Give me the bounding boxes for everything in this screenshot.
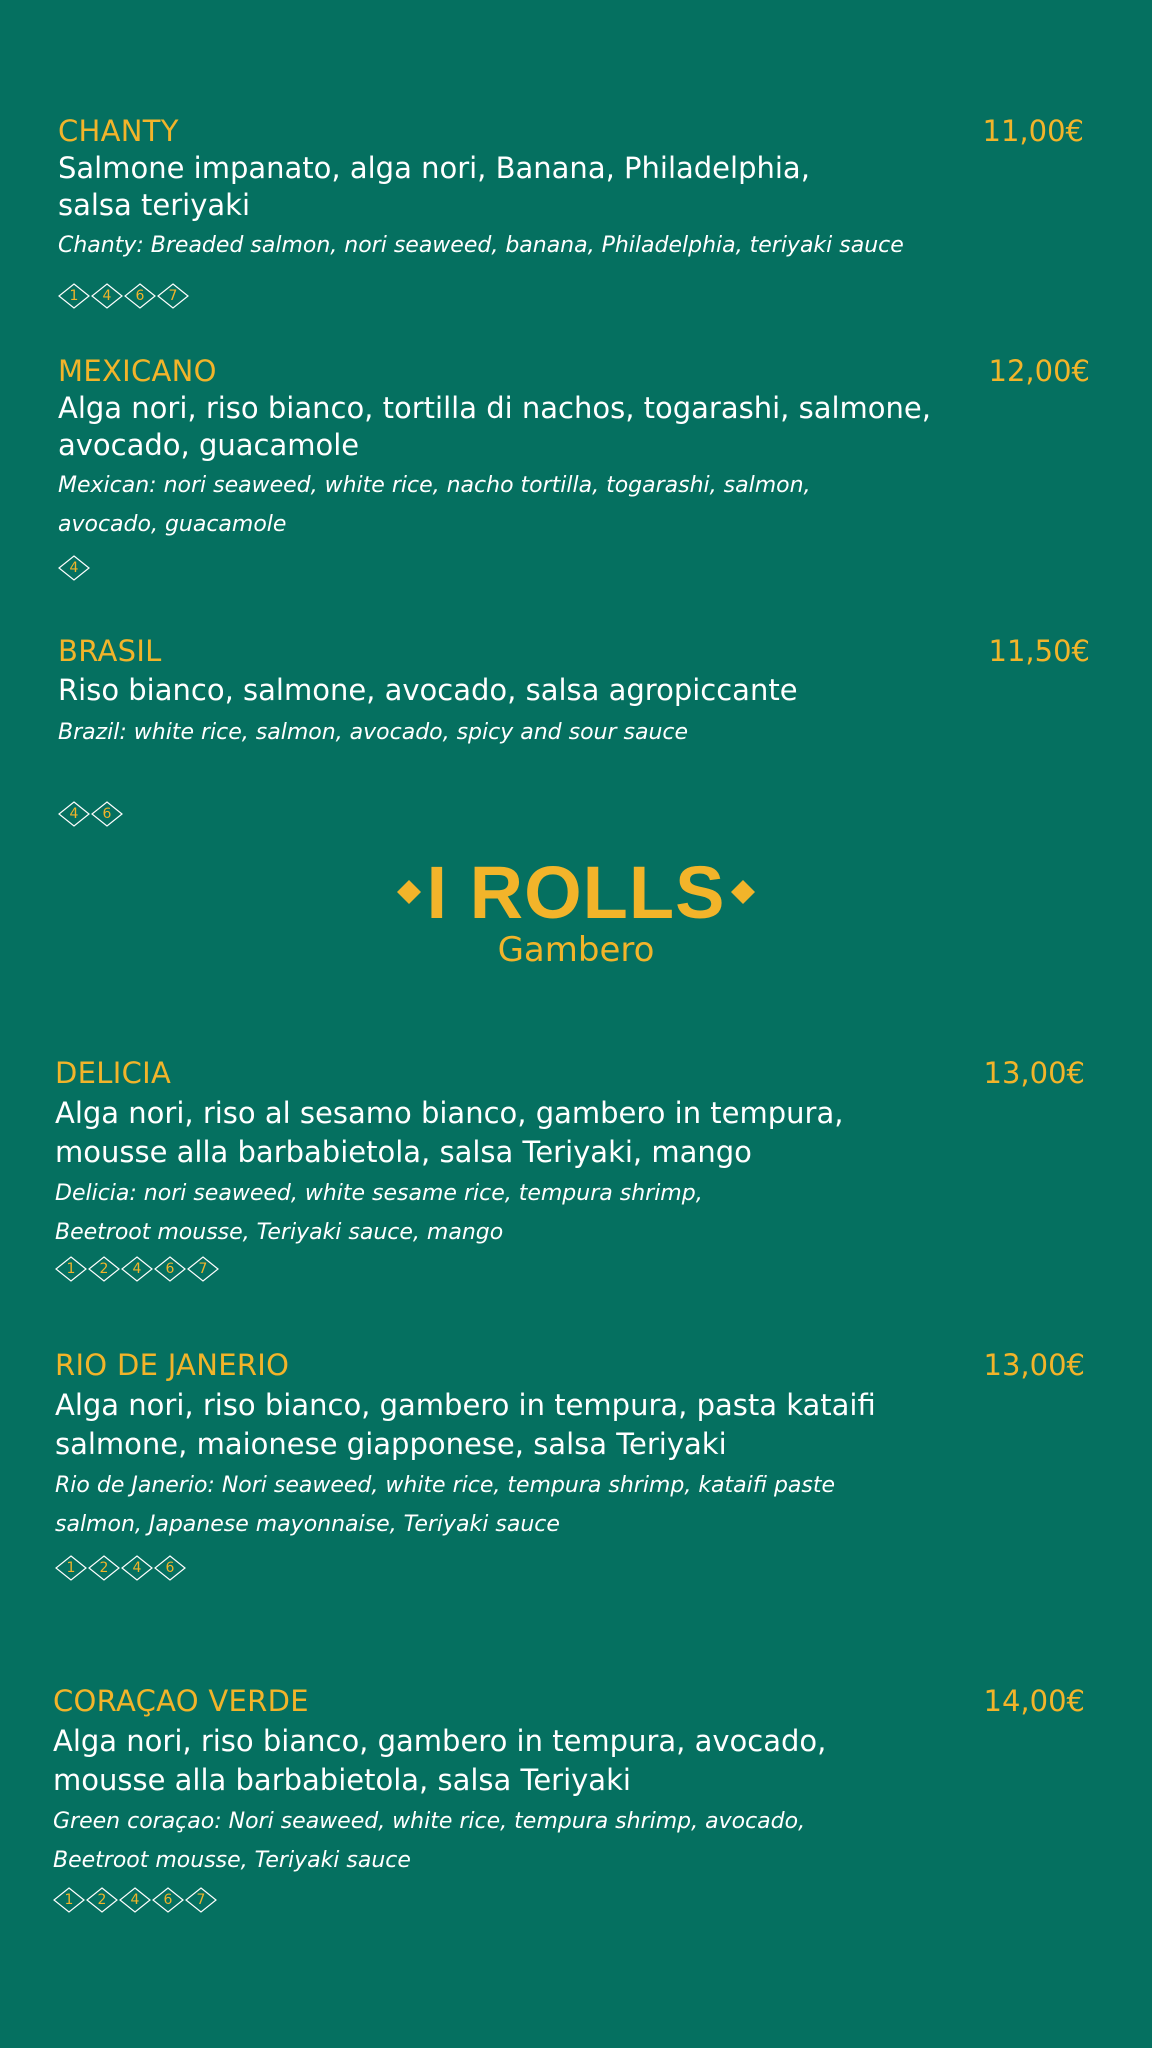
allergen-diamond-icon [151, 1886, 185, 1914]
allergen-diamond-icon [153, 1554, 187, 1582]
description-line: mousse alla barbabietola, salsa Teriyaki [53, 1763, 631, 1797]
allergen-code: 1 [64, 1892, 74, 1908]
item-price: 11,00€ [982, 114, 1084, 148]
allergen-code: 7 [196, 1892, 206, 1908]
item-translation [58, 226, 904, 265]
description-line: Alga nori, riso bianco, gambero in tempura, pasta kataifi [55, 1388, 876, 1422]
allergen-code: 6 [135, 288, 145, 304]
translation-line: Rio de Janerio: Nori seaweed, white rice, tempura shrimp, kataifi paste [55, 1473, 836, 1498]
allergen-diamond-icon [57, 800, 91, 828]
allergen-diamond-icon [153, 1255, 187, 1283]
translation-line: Chanty: Breaded salmon, nori seaweed, banana, Philadelphia, teriyaki sauce [58, 233, 904, 258]
allergen-diamond-icon [123, 282, 157, 310]
translation-line: Delicia: nori seaweed, white sesame rice, tempura shrimp, [55, 1181, 703, 1206]
item-price: 14,00€ [983, 1684, 1085, 1718]
item-description [55, 1386, 876, 1464]
description-line: avocado, guacamole [58, 428, 360, 462]
allergen-list [57, 282, 189, 310]
allergen-code: 4 [132, 1560, 142, 1576]
translation-line: salmon, Japanese mayonnaise, Teriyaki sauce [55, 1512, 560, 1537]
item-translation [55, 1466, 835, 1544]
allergen-code: 4 [102, 288, 112, 304]
allergen-code: 1 [66, 1261, 76, 1277]
allergen-diamond-icon [156, 282, 190, 310]
item-name: DELICIA [55, 1056, 172, 1090]
section-title-text: I ROLLS [426, 850, 726, 934]
allergen-diamond-icon [186, 1255, 220, 1283]
allergen-code: 2 [99, 1560, 109, 1576]
allergen-diamond-icon [118, 1886, 152, 1914]
item-translation [55, 1174, 703, 1252]
allergen-code: 7 [168, 288, 178, 304]
allergen-list [54, 1554, 186, 1582]
allergen-diamond-icon [54, 1554, 88, 1582]
allergen-code: 2 [97, 1892, 107, 1908]
item-name: MEXICANO [58, 354, 217, 388]
allergen-code: 6 [165, 1560, 175, 1576]
translation-line: avocado, guacamole [58, 512, 287, 537]
allergen-list [52, 1886, 217, 1914]
allergen-list [54, 1255, 219, 1283]
item-name: RIO DE JANERIO [55, 1348, 290, 1382]
item-translation [58, 713, 688, 752]
translation-line: Brazil: white rice, salmon, avocado, spicy and sour sauce [58, 720, 689, 745]
allergen-code: 1 [69, 288, 79, 304]
item-price: 13,00€ [983, 1348, 1085, 1382]
allergen-diamond-icon [85, 1886, 119, 1914]
allergen-code: 4 [69, 560, 79, 576]
allergen-diamond-icon [90, 800, 124, 828]
allergen-list [57, 554, 90, 582]
translation-line: Green coraçao: Nori seaweed, white rice, tempura shrimp, avocado, [53, 1809, 806, 1834]
section-subtitle: Gambero [497, 930, 655, 970]
allergen-code: 4 [69, 806, 79, 822]
allergen-code: 6 [102, 806, 112, 822]
item-description [53, 1722, 826, 1800]
allergen-code: 2 [99, 1261, 109, 1277]
description-line: Salmone impanato, alga nori, Banana, Philadelphia, [58, 151, 810, 185]
allergen-code: 6 [165, 1261, 175, 1277]
item-name: CHANTY [58, 114, 179, 148]
item-price: 11,50€ [988, 634, 1090, 668]
allergen-diamond-icon [54, 1255, 88, 1283]
allergen-diamond-icon [87, 1255, 121, 1283]
allergen-code: 1 [66, 1560, 76, 1576]
allergen-diamond-icon [120, 1554, 154, 1582]
item-translation [53, 1802, 805, 1880]
allergen-code: 7 [198, 1261, 208, 1277]
description-line: Riso bianco, salmone, avocado, salsa agropiccante [58, 673, 798, 707]
allergen-code: 6 [163, 1892, 173, 1908]
description-line: salsa teriyaki [58, 188, 251, 222]
allergen-diamond-icon [52, 1886, 86, 1914]
allergen-code: 4 [130, 1892, 140, 1908]
description-line: Alga nori, riso bianco, tortilla di nachos, togarashi, salmone, [58, 391, 931, 425]
allergen-diamond-icon [87, 1554, 121, 1582]
description-line: salmone, maionese giapponese, salsa Teriyaki [55, 1427, 727, 1461]
item-name: CORAÇAO VERDE [53, 1684, 309, 1718]
allergen-diamond-icon [57, 554, 91, 582]
description-line: Alga nori, riso bianco, gambero in tempura, avocado, [53, 1724, 827, 1758]
item-description [58, 150, 810, 224]
allergen-diamond-icon [90, 282, 124, 310]
item-name: BRASIL [58, 634, 162, 668]
allergen-diamond-icon [120, 1255, 154, 1283]
item-price: 12,00€ [988, 354, 1090, 388]
allergen-diamond-icon [184, 1886, 218, 1914]
translation-line: Mexican: nori seaweed, white rice, nacho tortilla, togarashi, salmon, [58, 473, 811, 498]
item-description [58, 390, 931, 464]
translation-line: Beetroot mousse, Teriyaki sauce [53, 1848, 411, 1873]
section-title [0, 852, 1152, 932]
item-translation [58, 466, 811, 544]
item-description [58, 672, 798, 709]
description-line: mousse alla barbabietola, salsa Teriyaki, mango [55, 1135, 752, 1169]
translation-line: Beetroot mousse, Teriyaki sauce, mango [55, 1220, 504, 1245]
allergen-code: 4 [132, 1261, 142, 1277]
allergen-list [57, 800, 123, 828]
item-price: 13,00€ [983, 1056, 1085, 1090]
item-description [55, 1094, 843, 1172]
allergen-diamond-icon [57, 282, 91, 310]
description-line: Alga nori, riso al sesamo bianco, gambero in tempura, [55, 1096, 844, 1130]
